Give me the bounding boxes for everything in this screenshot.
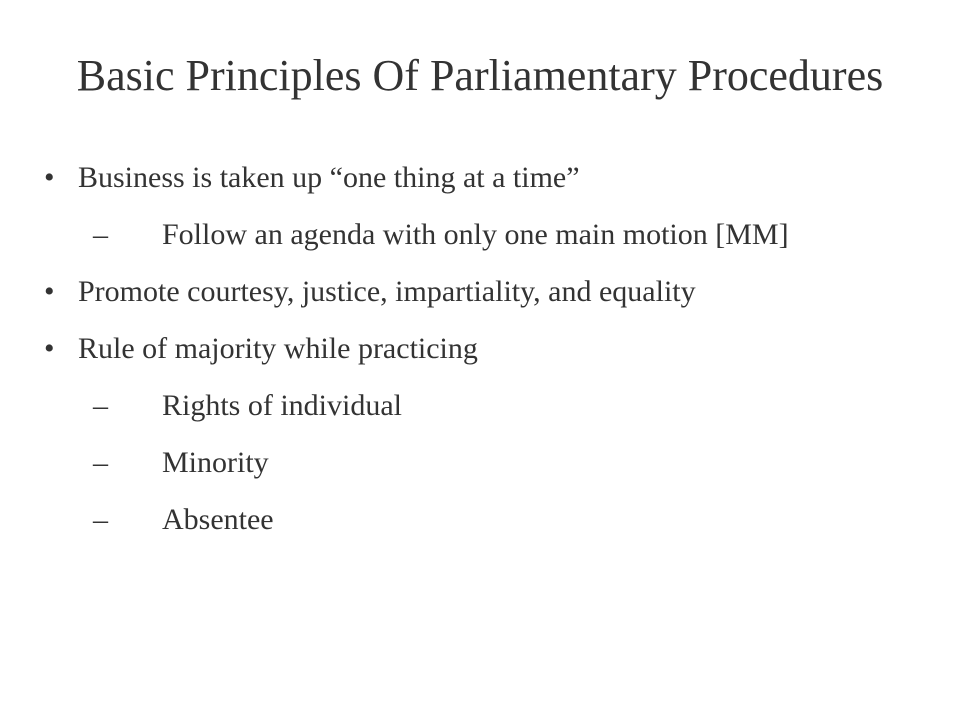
dash-marker: – (93, 503, 108, 536)
bullet-marker: • (44, 275, 55, 308)
bullet-marker: • (44, 332, 55, 365)
sub-bullet-item (44, 388, 934, 424)
dash-marker: – (93, 218, 108, 251)
bullet-item (44, 331, 934, 367)
sub-bullet-item (44, 502, 934, 538)
sub-bullet-text: Rights of individual (162, 389, 402, 422)
sub-bullet-text: Minority (162, 446, 269, 479)
dash-marker: – (93, 446, 108, 479)
slide-title: Basic Principles Of Parliamentary Procedures (76, 51, 884, 100)
bullet-text: Rule of majority while practicing (78, 332, 478, 365)
sub-bullet-text: Follow an agenda with only one main motion [MM] (162, 218, 789, 251)
bullet-text: Business is taken up “one thing at a time” (78, 161, 580, 194)
dash-marker: – (93, 389, 108, 422)
bullet-item (44, 274, 934, 310)
bullet-list (44, 160, 934, 559)
sub-bullet-text: Absentee (162, 503, 274, 536)
sub-bullet-item (44, 445, 934, 481)
bullet-item (44, 160, 934, 196)
sub-bullet-item (44, 217, 934, 253)
bullet-marker: • (44, 161, 55, 194)
bullet-text: Promote courtesy, justice, impartiality, and equality (78, 275, 696, 308)
